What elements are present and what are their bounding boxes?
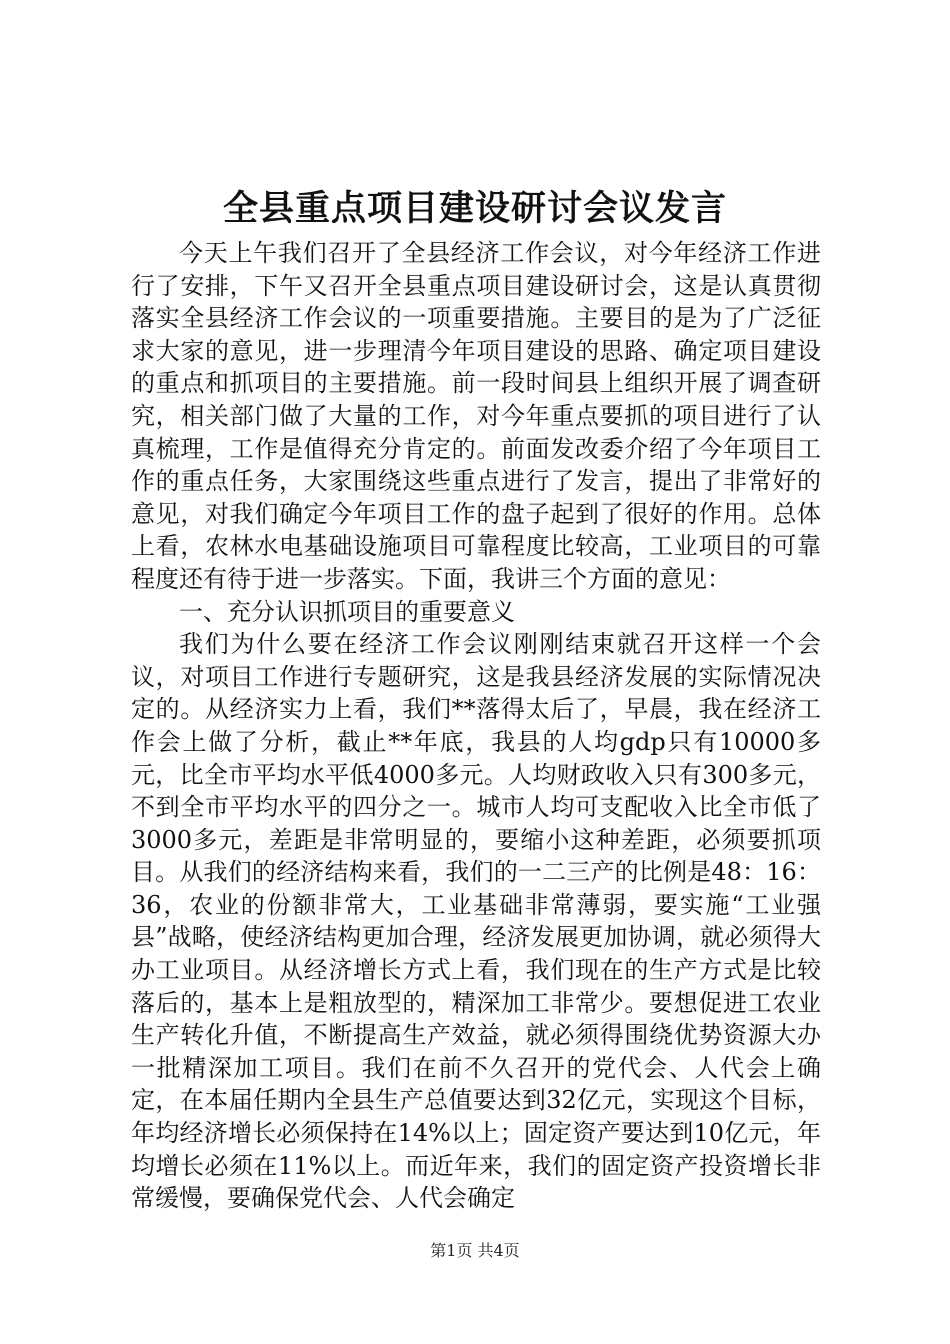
paragraph-intro: 今天上午我们召开了全县经济工作会议，对今年经济工作进行了安排，下午又召开全县重点项目建设研讨会，这是认真贯彻落实全县经济工作会议的一项重要措施。主要目的是为了广泛征求大家的意见，进一步理清今年项目建设的思路、确定项目建设的重点和抓项目的主要措施。前一段时间县上组织开展了调查研究，相关部门做了大量的工作，对今年重点要抓的项目进行了认真梳理，工作是值得充分肯定的。前面发改委介绍了今年项目工作的重点任务，大家围绕这些重点进行了发言，提出了非常好的意见，对我们确定今年项目工作的盘子起到了很好的作用。总体上看，农林水电基础设施项目可靠程度比较高，工业项目的可靠程度还有待于进一步落实。下面，我讲三个方面的意见： [131, 239, 821, 593]
page-footer: 第1页 共4页 [430, 1241, 520, 1260]
paragraph-section-1: 我们为什么要在经济工作会议刚刚结束就召开这样一个会议，对项目工作进行专题研究，这是我县经济发展的实际情况决定的。从经济实力上看，我们**落得太后了，早晨，我在经济工作会上做了分析，截止**年底，我县的人均gdp只有10000多元，比全市平均水平低4000多元。人均财政收入只有300多元，不到全市平均水平的四分之一。城市人均可支配收入比全市低了3000多元，差距是非常明显的，要缩小这种差距，必须要抓项目。从我们的经济结构来看，我们的一二三产的比例是48：16：36，农业的份额非常大，工业基础非常薄弱，要实施“工业强县”战略，使经济结构更加合理，经济发展更加协调，就必须得大办工业项目。从经济增长方式上看，我们现在的生产方式是比较落后的，基本上是粗放型的，精深加工非常少。要想促进工农业生产转化升值，不断提高生产效益，就必须得围绕优势资源大办一批精深加工项目。我们在前不久召开的党代会、人代会上确定，在本届任期内全县生产总值要达到32亿元，实现这个目标，年均经济增长必须保持在14%以上；固定资产要达到10亿元，年均增长必须在11%以上。而近年来，我们的固定资产投资增长非常缓慢，要确保党代会、人代会确定 [131, 630, 821, 1213]
section-heading-1: 一、充分认识抓项目的重要意义 [179, 597, 515, 626]
document-body [131, 237, 821, 1215]
document-title: 全县重点项目建设研讨会议发言 [222, 188, 727, 229]
